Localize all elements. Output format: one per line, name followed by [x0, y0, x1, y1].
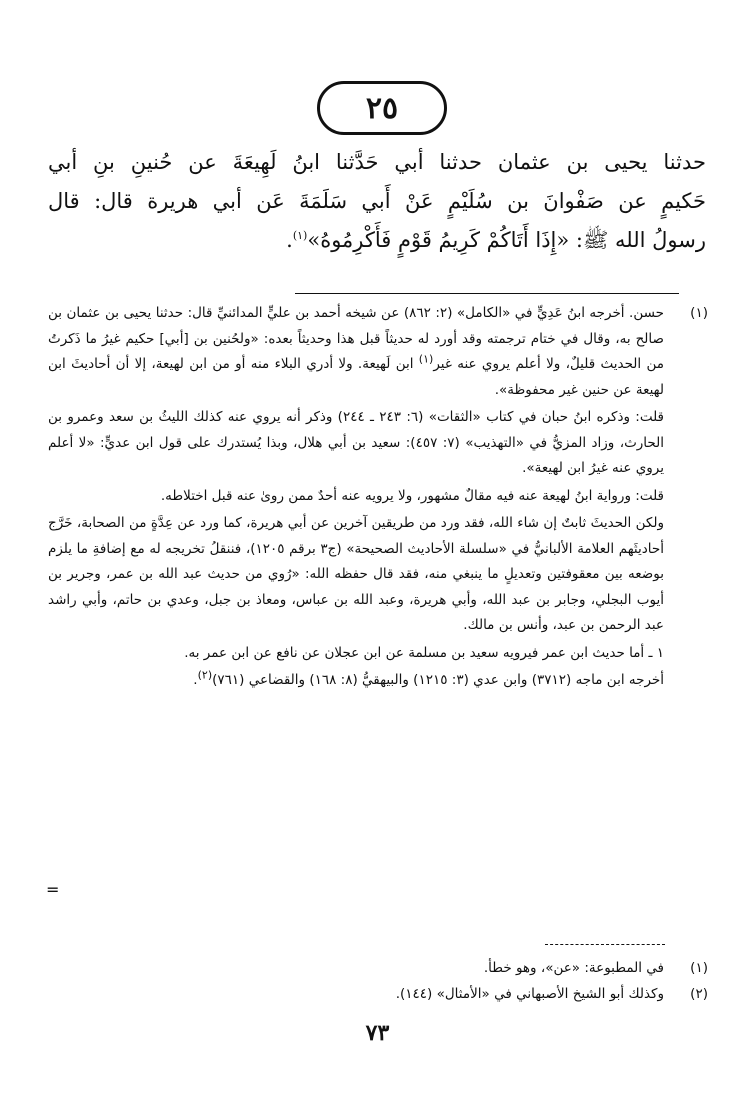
- note-paragraph: ١ ـ أما حديث ابن عمر فيرويه سعيد بن مسلمة عن ابن عجلان عن نافع عن ابن عمر به.: [184, 644, 664, 661]
- note-paragraph: حسن. أخرجه ابنُ عَدِيٍّ في «الكامل» (٢: ٨٦٢) عن شيخه أحمد بن عليٍّ المدائنيِّ قال: حدثنا يحيى بن عثمان بن صالح به، وقال في ختام ترجمته وقد أورد له حديثاً قبل هذا وحديثاً بعده: «ولحُنين بن [أبي] حكيم غيرُ ما ذَكرتُ من الحديث قليلٌ، ولا أعلم يروي عنه غير$^{(١)}$ ابن لَهيعة. ولا أدري البلاء منه أو من ابن لهيعة، إلا أن أحاديثَ ابن لهيعة عن حنين غير محفوظة».: [48, 305, 664, 398]
- note-paragraph: قلت: ورواية ابنُ لهيعة عنه فيه مقالٌ مشهور، ولا يرويه عنه أحدٌ ممن روىٰ عنه قبل اختلاطه.: [160, 487, 664, 504]
- footnote-separator: [545, 944, 665, 945]
- footnote: [48, 981, 708, 1007]
- note-paragraph: قلت: وذكره ابنُ حبان في كتاب «الثقات» (٦: ٢٤٣ ـ ٢٤٤) وذكر أنه يروي عنه كذلك الليثُ بن سعد وعمرو بن الحارث، وزاد المزيُّ في «التهذيب» (٧: ٤٥٧): سعيد بن أبي هلال، وبذا يُستدرك على قول ابن عديٍّ: «لا أعلم يروي عنه غيرُ ابن لهيعة».: [48, 409, 664, 476]
- hadith-footnote-marker: (١): [292, 229, 308, 242]
- hadith-number: ٢٥: [365, 90, 399, 126]
- page-number: ٧٣: [365, 1020, 390, 1046]
- hadith-text: [48, 143, 706, 260]
- note-paragraph: ولكن الحديثَ ثابتٌ إن شاء الله، فقد ورد من طريقين آخرين عن أبي هريرة، كما ورد عن عِدَّةٍ من الصحابة، خَرَّج أحاديثَهم العلامة الألبانيُّ في «سلسلة الأحاديث الصحيحة» (ج٣ برقم ١٢٠٥)، فننقلُ تخريجه له مع إضافةِ ما يلزم بوضعه بين معقوفتين وتعديلٍ ما ينبغي منه، فقد قال حفظه الله: «رُوي من حديث عبد الله بن عمر، وجرير بن أيوب البجلي، وجابر بن عبد الله، وأبي هريرة، وعبد الله بن عباس، ومعاذ بن جبل، وعدي بن حاتم، وأبي راشد عبد الرحمن بن عبد، وأنس بن مالك.: [48, 515, 664, 633]
- hadith-line-last: [48, 221, 706, 260]
- hadith-line: حَكيمٍ عن صَفْوانَ بن سُلَيْمٍ عَنْ أَبي سَلَمَةَ عَن أبي هريرة قال: قال: [48, 189, 706, 213]
- commentary-notes: [48, 301, 708, 694]
- note-number: (١): [690, 305, 708, 321]
- notes-separator: [295, 293, 679, 294]
- note-paragraph: أخرجه ابن ماجه (٣٧١٢) وابن عدي (٣: ١٢١٥) والبيهقيُّ (٨: ١٦٨) والقضاعي (٧٦١)$^{(٢)}$.: [193, 668, 664, 688]
- hadith-line-text: رسولُ الله ﷺ: «إِذَا أَتَاكُمْ كَرِيمُ قَوْمٍ فَأَكْرِمُوهُ»: [307, 228, 706, 252]
- footnote-number: (١): [690, 960, 708, 976]
- footnote-marker: (٢): [197, 668, 213, 682]
- hadith-number-badge: [317, 81, 447, 135]
- footnote: [48, 955, 708, 981]
- hadith-end-punct: .: [286, 228, 293, 252]
- note-row: [48, 301, 708, 694]
- footnote-text: في المطبوعة: «عن»، وهو خطأ.: [483, 960, 664, 976]
- footnotes: [48, 955, 708, 1007]
- hadith-line: حدثنا يحيى بن عثمان حدثنا أبي حَدَّثنا ابنُ لَهِيعَةَ عن حُنينِ بنِ أبي: [48, 150, 706, 174]
- note-body: [48, 301, 664, 694]
- continuation-mark: =: [46, 880, 60, 899]
- footnote-marker: (١): [418, 352, 434, 366]
- footnote-text: وكذلك أبو الشيخ الأصبهاني في «الأمثال» (١٤٤).: [395, 986, 664, 1002]
- footnote-number: (٢): [690, 986, 708, 1002]
